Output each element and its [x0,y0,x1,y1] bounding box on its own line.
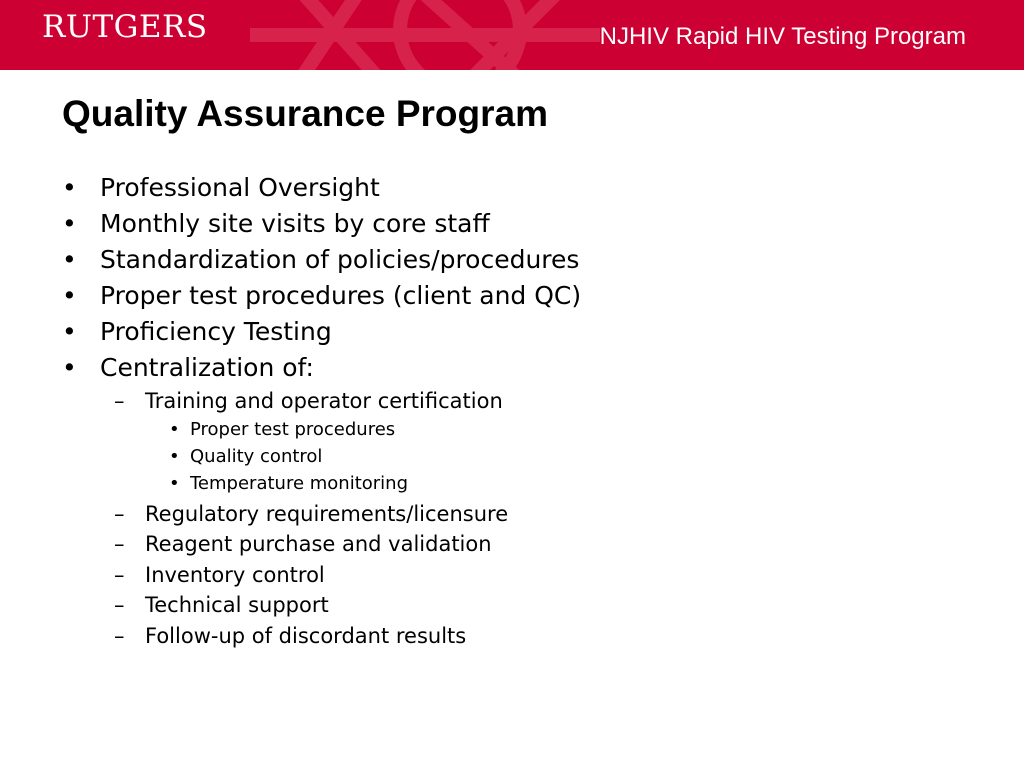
sub-sub-list-item [169,473,669,495]
bullet-marker: • [62,173,77,202]
list-item [62,317,762,347]
dash-marker: – [114,389,125,413]
sub-list-item [114,501,814,527]
bullet-text: Proper test procedures (client and QC) [100,281,582,310]
sub-list-item [114,388,814,414]
sub-item-text: Inventory control [145,563,325,587]
bullet-text: Monthly site visits by core staff [100,209,490,238]
bullet-text: Standardization of policies/procedures [100,245,580,274]
dash-marker: – [114,624,125,648]
dash-marker: – [114,502,125,526]
list-item [62,173,762,203]
sub-sub-item-text: Temperature monitoring [190,473,409,494]
sub-sub-item-text: Quality control [190,446,323,467]
list-item [62,245,762,275]
bullet-text: Centralization of: [100,353,314,382]
sub-list-item [114,531,814,557]
bullet-marker: • [62,245,77,274]
slide-title: Quality Assurance Program [62,93,548,134]
sub-list-item [114,562,814,588]
sub-item-text: Regulatory requirements/licensure [145,502,509,526]
dash-marker: – [114,532,125,556]
sub-item-text: Follow-up of discordant results [145,624,467,648]
bullet-marker: • [62,281,77,310]
dash-marker: – [114,563,125,587]
list-item [62,281,762,311]
bullet-marker: • [62,353,77,382]
bullet-marker: • [62,317,77,346]
dash-marker: – [114,593,125,617]
sub-sub-list-item [169,446,669,468]
sub-list-item [114,592,814,618]
sub-sub-item-text: Proper test procedures [190,419,396,440]
sub-item-text: Training and operator certification [145,389,503,413]
logo-text: RUTGERS [42,9,208,45]
sub-list-item [114,623,814,649]
bullet-text: Proficiency Testing [100,317,332,346]
program-title: NJHIV Rapid HIV Testing Program [599,23,966,50]
bullet-marker: • [62,209,77,238]
sub-item-text: Reagent purchase and validation [145,532,492,556]
bullet-marker: • [169,473,180,494]
sub-item-text: Technical support [145,593,329,617]
list-item [62,353,762,383]
list-item [62,209,762,239]
bullet-marker: • [169,419,180,440]
bullet-text: Professional Oversight [100,173,380,202]
sub-sub-list-item [169,419,669,441]
bullet-marker: • [169,446,180,467]
